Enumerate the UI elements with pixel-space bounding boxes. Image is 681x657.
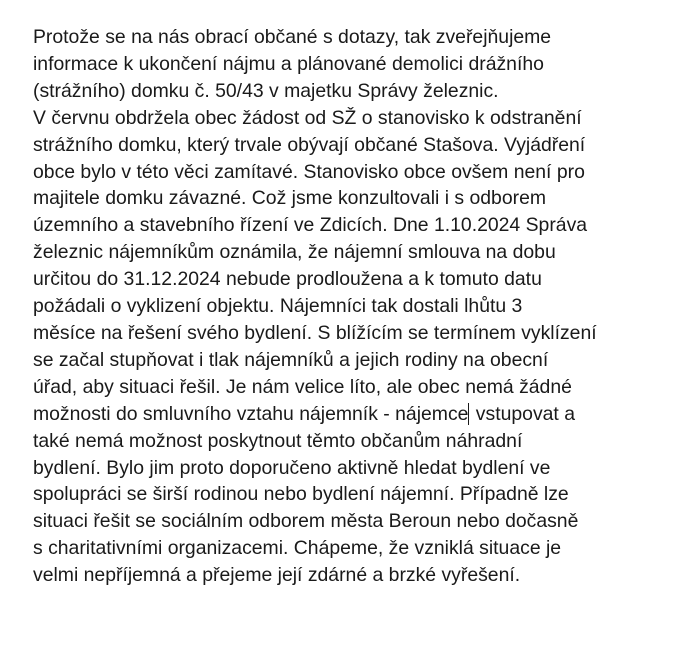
text-segment: možnosti do smluvního vztahu nájemník - nájemce: [33, 402, 469, 425]
text-line: velmi nepříjemná a přejeme její zdárné a brzké vyřešení.: [33, 564, 521, 587]
text-line: požádali o vyklizení objektu. Nájemníci tak dostali lhůtu 3: [33, 295, 523, 318]
text-line: V červnu obdržela obec žádost od SŽ o stanovisko k odstranění: [33, 106, 582, 129]
text-line: (strážního) domku č. 50/43 v majetku Správy železnic.: [33, 79, 499, 102]
document-body[interactable]: [33, 24, 673, 589]
text-line: s charitativními organizacemi. Chápeme, že vzniklá situace je: [33, 537, 562, 560]
text-line: informace k ukončení nájmu a plánované demolici drážního: [33, 52, 544, 75]
text-line: strážního domku, který trvale obývají občané Stašova. Vyjádření: [33, 133, 586, 156]
text-line: měsíce na řešení svého bydlení. S blížícím se termínem vyklízení: [33, 321, 597, 344]
text-line: určitou do 31.12.2024 nebude prodloužena a k tomuto datu: [33, 268, 542, 291]
text-segment: vstupovat a: [470, 402, 575, 425]
text-line: spolupráci se širší rodinou nebo bydlení nájemní. Případně lze: [33, 483, 569, 506]
text-line: územního a stavebního řízení ve Zdicích. Dne 1.10.2024 Správa: [33, 214, 588, 237]
text-line: také nemá možnost poskytnout těmto občanům náhradní: [33, 429, 523, 452]
text-line-with-caret: [33, 401, 673, 428]
text-line: bydlení. Bylo jim proto doporučeno aktivně hledat bydlení ve: [33, 456, 551, 479]
text-line: železnic nájemníkům oznámila, že nájemní smlouva na dobu: [33, 241, 556, 264]
text-line: úřad, aby situaci řešil. Je nám velice líto, ale obec nemá žádné: [33, 375, 572, 398]
text-line: situaci řešit se sociálním odborem města Beroun nebo dočasně: [33, 510, 579, 533]
text-line: Protože se na nás obrací občané s dotazy, tak zveřejňujeme: [33, 26, 552, 48]
text-line: se začal stupňovat i tlak nájemníků a jejich rodiny na obecní: [33, 348, 549, 371]
text-line: majitele domku závazné. Což jsme konzultovali i s odborem: [33, 187, 546, 210]
text-line: obce bylo v této věci zamítavé. Stanovisko obce ovšem není pro: [33, 160, 585, 183]
